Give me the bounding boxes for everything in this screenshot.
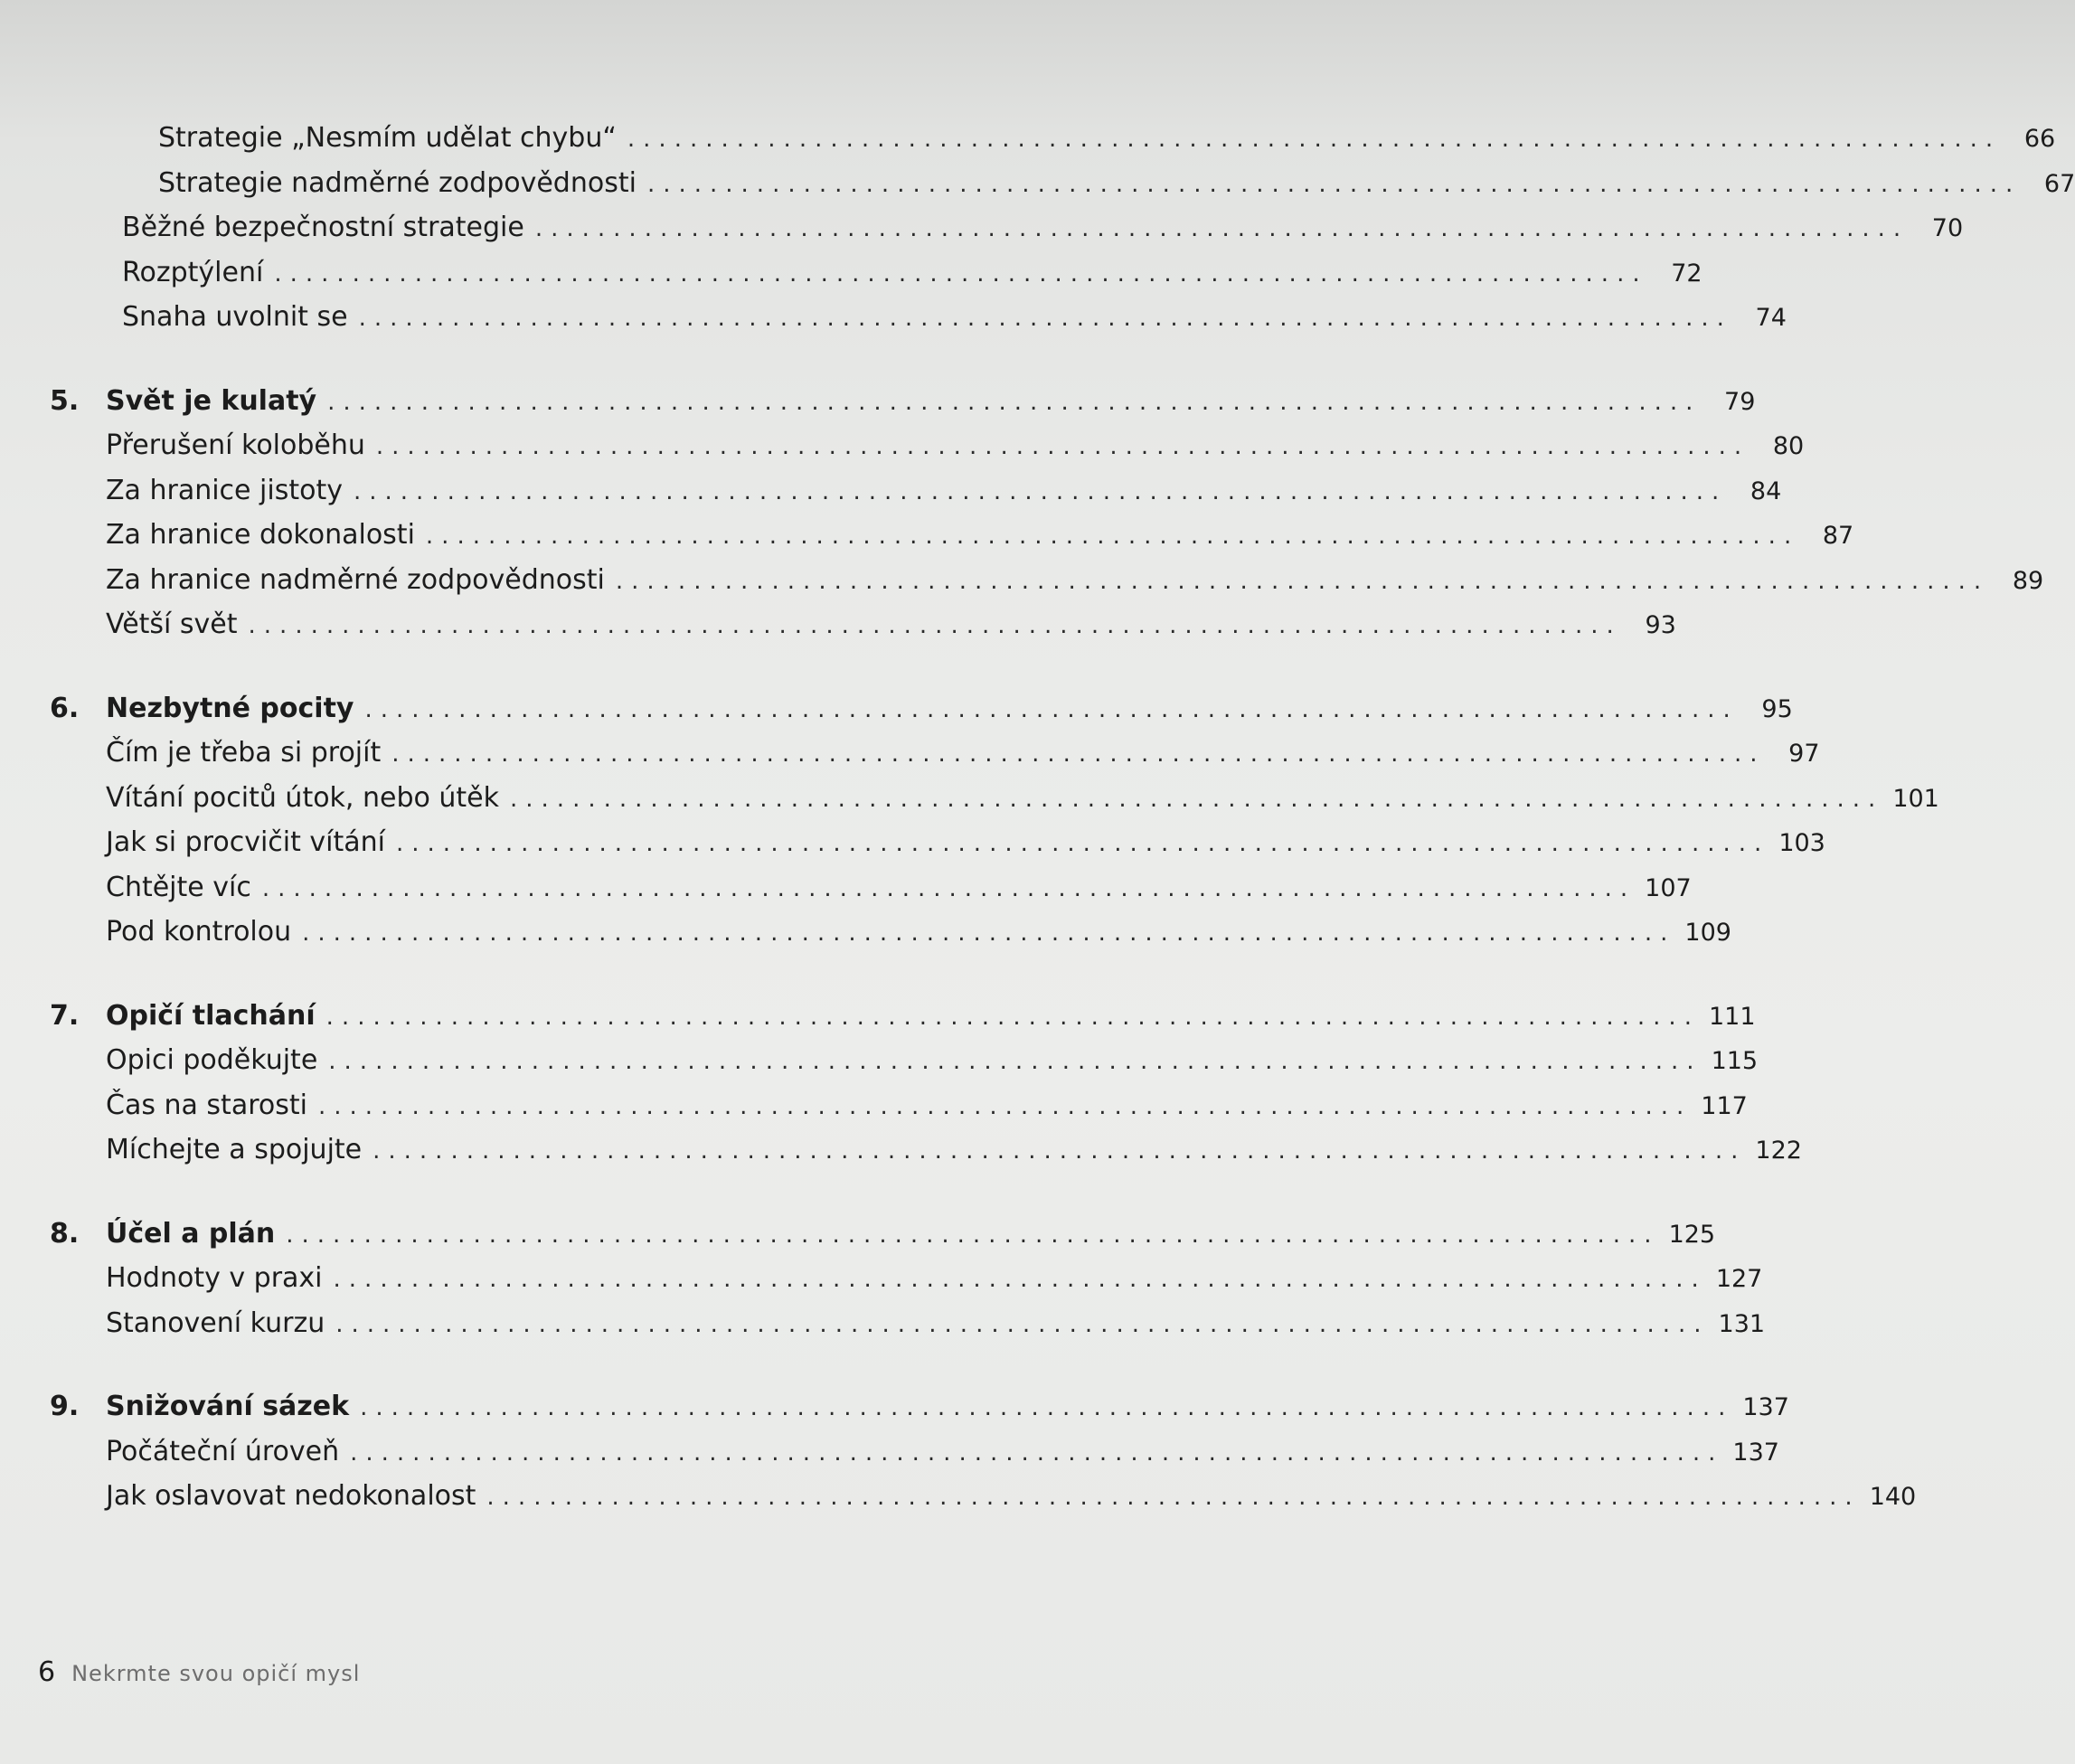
leader-dots: ........................................................................................ [510,785,1884,813]
toc-entry-title: Strategie nadměrné zodpovědnosti [158,166,637,199]
toc-chapter-heading[interactable] [50,379,1756,424]
chapter-number: 5. [50,384,80,417]
toc-entry[interactable] [50,731,1820,776]
leader-dots: ........................................................................................ [425,523,1800,550]
leader-dots: ........................................................................................ [335,1310,1710,1338]
leader-dots: ........................................................................................ [286,1221,1660,1249]
chapter-title: Svět je kulatý [106,384,317,417]
toc-entry-title: Jak si procvičit vítání [106,826,386,858]
leader-dots: ........................................................................................ [396,830,1770,857]
toc-entry-title: Čas na starosti [106,1089,307,1121]
toc-entry[interactable] [50,295,1787,340]
toc-entry-page: 103 [1778,829,1825,857]
toc-entry-page: 137 [1732,1438,1779,1467]
toc-entry-title: Větší svět [106,608,238,640]
toc-entry-page: 66 [2023,125,2056,153]
toc-entry-page: 84 [1750,476,1782,505]
chapter-page: 137 [1742,1393,1789,1421]
toc-entry-page: 93 [1645,611,1676,639]
toc-entry[interactable] [50,558,2044,603]
chapter-page: 79 [1724,387,1756,416]
toc-entry-page: 122 [1755,1137,1802,1165]
leader-dots: ........................................................................................ [373,1137,1747,1165]
toc-chapter-9 [50,1384,1917,1519]
toc-entry-title: Hodnoty v praxi [106,1262,323,1294]
page-number: 6 [38,1656,56,1688]
toc-entry-page: 101 [1892,784,1939,813]
toc-entry-page: 67 [2043,169,2075,198]
leader-dots: ........................................................................................ [364,695,1739,723]
leader-dots: ........................................................................................ [375,433,1750,460]
leader-dots: ........................................................................................ [350,1439,1724,1467]
toc-entry-title: Stanovení kurzu [106,1306,325,1339]
chapter-number: 9. [50,1391,80,1422]
toc-entry[interactable] [50,602,1676,647]
chapter-number: 7. [50,999,80,1032]
toc-entry[interactable] [50,1083,1748,1128]
page-footer [38,1656,360,1688]
toc-entry-page: 97 [1788,740,1820,768]
leader-dots: ........................................................................................ [353,477,1728,505]
toc-entry-page: 80 [1772,432,1805,460]
table-of-contents [50,116,2075,1558]
toc-entry-title: Počáteční úroveň [106,1435,340,1467]
leader-dots: ........................................................................................ [274,259,1648,288]
chapter-title: Nezbytné pocity [106,692,354,724]
toc-entry-title: Přerušení koloběhu [106,429,365,461]
leader-dots: ........................................................................................ [360,1394,1734,1421]
leader-dots: ........................................................................................ [248,612,1622,639]
toc-entry-title: Rozptýlení [122,256,264,288]
toc-entry[interactable] [50,776,1939,821]
toc-entry-page: 109 [1684,919,1731,947]
toc-entry[interactable] [50,820,1825,865]
toc-entry-page: 87 [1822,522,1854,550]
leader-dots: ........................................................................................ [328,1048,1702,1075]
toc-entry[interactable] [50,910,1731,955]
toc-entry[interactable] [50,468,1782,514]
toc-entry[interactable] [50,1474,1917,1519]
toc-entry-title: Za hranice dokonalosti [106,519,415,551]
toc-entry-page: 89 [2012,566,2044,595]
chapter-number: 8. [50,1217,80,1250]
toc-entry-page: 117 [1701,1091,1748,1120]
toc-continuation [50,116,2075,340]
toc-entry[interactable] [50,116,2056,161]
toc-entry-title: Vítání pocitů útok, nebo útěk [106,781,500,814]
toc-entry-title: Opici poděkujte [106,1044,318,1076]
leader-dots: ........................................................................................ [615,567,1990,595]
toc-entry[interactable] [50,1038,1759,1083]
toc-chapter-heading[interactable] [50,686,1793,731]
toc-entry-page: 115 [1711,1047,1759,1075]
leader-dots: ........................................................................................ [391,741,1766,768]
leader-dots: ........................................................................................ [534,215,1910,242]
leader-dots: ........................................................................................ [317,1092,1693,1120]
chapter-page: 111 [1708,1002,1756,1031]
leader-dots: ........................................................................................ [358,305,1732,332]
leader-dots: ........................................................................................ [486,1484,1861,1511]
toc-entry-title: Míchejte a spojujte [106,1134,363,1165]
chapter-page: 125 [1668,1220,1716,1249]
toc-entry[interactable] [50,205,1964,250]
toc-entry[interactable] [50,513,1854,558]
toc-entry[interactable] [50,161,2075,206]
toc-entry[interactable] [50,1429,1779,1475]
leader-dots: ........................................................................................ [333,1266,1707,1293]
toc-entry-title: Snaha uvolnit se [122,301,348,333]
toc-chapter-heading[interactable] [50,1384,1789,1429]
toc-entry-page: 131 [1718,1309,1766,1338]
leader-dots: ........................................................................................ [327,388,1702,416]
leader-dots: ........................................................................................ [627,126,2002,153]
toc-chapter-8 [50,1212,1766,1346]
leader-dots: ........................................................................................ [646,170,2022,198]
toc-entry-page: 127 [1715,1265,1763,1293]
toc-chapter-heading[interactable] [50,994,1756,1039]
chapter-number: 6. [50,692,80,724]
toc-entry-page: 107 [1645,873,1692,902]
toc-entry-title: Jak oslavovat nedokonalost [106,1480,476,1512]
toc-entry-page: 140 [1869,1483,1917,1511]
toc-entry-title: Čím je třeba si projít [106,737,382,769]
toc-chapter-heading[interactable] [50,1212,1716,1257]
leader-dots: ........................................................................................ [261,874,1636,902]
toc-entry[interactable] [50,250,1702,296]
running-title: Nekrmte svou opičí mysl [71,1661,361,1686]
toc-entry-page: 70 [1931,214,1964,242]
leader-dots: ........................................................................................ [302,920,1676,947]
toc-entry[interactable] [50,1127,1802,1173]
toc-entry[interactable] [50,865,1692,910]
toc-entry-title: Strategie „Nesmím udělat chybu“ [158,122,617,154]
toc-entry-title: Pod kontrolou [106,916,292,948]
toc-entry[interactable] [50,423,1805,468]
chapter-title: Účel a plán [106,1217,276,1250]
leader-dots: ........................................................................................ [325,1003,1700,1031]
toc-entry-title: Za hranice jistoty [106,474,343,506]
toc-entry[interactable] [50,1301,1766,1346]
toc-entry-title: Běžné bezpečnostní strategie [122,212,524,243]
toc-entry-page: 74 [1755,304,1787,332]
toc-chapter-6 [50,686,1939,955]
toc-entry-page: 72 [1671,259,1702,288]
chapter-page: 95 [1761,694,1793,723]
chapter-title: Snižování sázek [106,1391,350,1422]
toc-chapter-7 [50,994,1802,1173]
toc-entry-title: Chtějte víc [106,871,251,903]
chapter-title: Opičí tlachání [106,999,316,1032]
toc-entry-title: Za hranice nadměrné zodpovědnosti [106,563,605,596]
toc-entry[interactable] [50,1256,1763,1301]
toc-chapter-5 [50,379,2044,647]
